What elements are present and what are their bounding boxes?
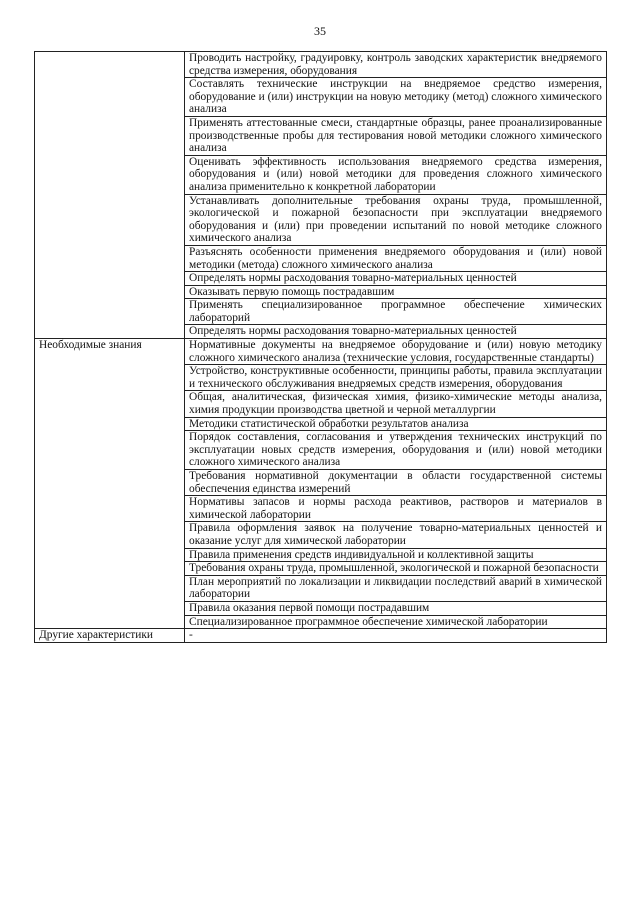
knowledge-item: Требования охраны труда, промышленной, экологической и пожарной безопасности: [185, 562, 607, 576]
skill-item: Определять нормы расходования товарно-материальных ценностей: [185, 325, 607, 339]
skill-item: Оказывать первую помощь пострадавшим: [185, 285, 607, 299]
skill-item: Применять специализированное программное обеспечение химических лабораторий: [185, 299, 607, 325]
skill-item: Определять нормы расходования товарно-материальных ценностей: [185, 272, 607, 286]
knowledge-item: Правила оформления заявок на получение товарно-материальных ценностей и оказание услуг для химической лаборатории: [185, 522, 607, 548]
skill-item: Разъяснять особенности применения внедряемого оборудования и (или) новой методики (метода) сложного химического анализа: [185, 245, 607, 271]
skill-item: Проводить настройку, градуировку, контроль заводских характеристик внедряемого средства измерения, оборудования: [185, 52, 607, 78]
knowledge-item: Порядок составления, согласования и утверждения технических инструкций по эксплуатации новых средств измерения, оборудования и (или) новой методики сложного химического анализа: [185, 431, 607, 470]
knowledge-item: Правила оказания первой помощи пострадавшим: [185, 601, 607, 615]
knowledge-item: Общая, аналитическая, физическая химия, физико-химические методы анализа, химия продукции производства цветной и черной металлургии: [185, 391, 607, 417]
knowledge-item: План мероприятий по локализации и ликвидации последствий аварий в химической лаборатории: [185, 575, 607, 601]
knowledge-item: Специализированное программное обеспечение химической лаборатории: [185, 615, 607, 629]
knowledge-item: Требования нормативной документации в области государственной системы обеспечения единства измерений: [185, 470, 607, 496]
table-row: [35, 629, 607, 643]
other-characteristics-label: Другие характеристики: [35, 629, 185, 643]
knowledge-item: Нормативные документы на внедряемое оборудование и (или) новую методику сложного химического анализа (технические условия, государственные стандарты): [185, 339, 607, 365]
table-row: [35, 339, 607, 365]
page-number: 35: [314, 24, 326, 38]
table-row: [35, 52, 607, 78]
other-characteristics-value: -: [185, 629, 607, 643]
knowledge-item: Нормативы запасов и нормы расхода реактивов, растворов и материалов в химической лаборатории: [185, 496, 607, 522]
requirements-table: [34, 51, 607, 643]
skill-item: Применять аттестованные смеси, стандартные образцы, ранее проанализированные производственные пробы для тестирования новой методики сложного химического анализа: [185, 116, 607, 155]
skills-label-cell: [35, 52, 185, 339]
knowledge-item: Правила применения средств индивидуальной и коллективной защиты: [185, 548, 607, 562]
knowledge-label: Необходимые знания: [35, 339, 185, 629]
skill-item: Устанавливать дополнительные требования охраны труда, промышленной, экологической и пожарной безопасности при эксплуатации внедряемого оборудования и (или) при проведении испытаний по новой методике сложного химического анализа: [185, 194, 607, 245]
knowledge-item: Устройство, конструктивные особенности, принципы работы, правила эксплуатации и технического обслуживания внедряемых средств измерения, оборудования: [185, 365, 607, 391]
knowledge-item: Методики статистической обработки результатов анализа: [185, 417, 607, 431]
skill-item: Составлять технические инструкции на внедряемое средство измерения, оборудование и (или) инструкции на новую методику (метод) сложного химического анализа: [185, 78, 607, 117]
skill-item: Оценивать эффективность использования внедряемого средства измерения, оборудования и (или) новой методики для проведения сложного химического анализа применительно к конкретной лаборатории: [185, 155, 607, 194]
